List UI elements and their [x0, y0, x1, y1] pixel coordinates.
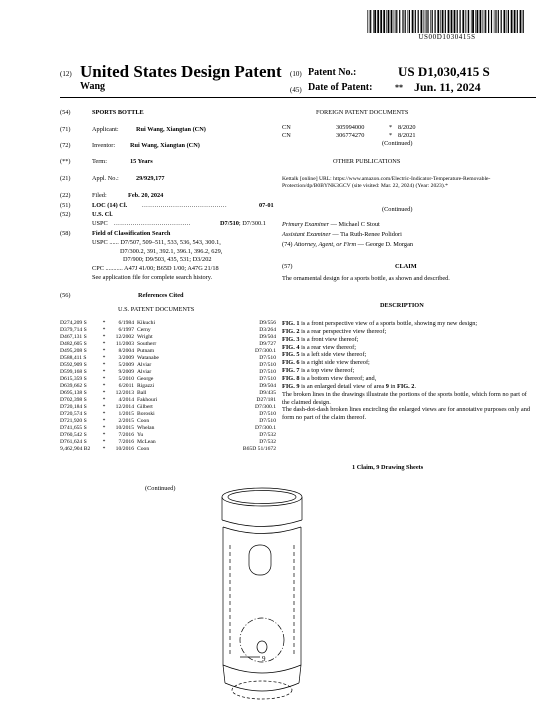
- barcode-bar: [454, 10, 456, 33]
- patent-date: Jun. 11, 2024: [414, 80, 481, 94]
- patent-title: United States Design Patent: [80, 62, 282, 81]
- reference-class: D7/300.1: [255, 403, 276, 410]
- reference-name: Gilbert: [137, 403, 153, 410]
- detail-area-label: 9: [262, 655, 266, 663]
- reference-star: *: [102, 320, 106, 326]
- barcode-bar: [508, 10, 509, 33]
- reference-number: D482,605 S: [60, 340, 87, 347]
- reference-date: 10/2016: [115, 445, 134, 452]
- fig-2-desc: FIG. 2 is a rear perspective view thereof;: [282, 327, 387, 335]
- claims-sheets: 1 Claim, 9 Drawing Sheets: [352, 464, 424, 471]
- code-term: (**): [60, 158, 71, 165]
- foreign-date-2: 8/2021: [398, 131, 416, 139]
- reference-star: *: [102, 361, 106, 368]
- barcode-bar: [520, 10, 522, 33]
- reference-name: Alviar: [137, 368, 152, 375]
- barcode-bar: [491, 10, 492, 33]
- reference-star: *: [102, 431, 106, 438]
- loc-value: 07-01: [259, 202, 274, 209]
- barcode-bar: [403, 10, 404, 33]
- code-52: (52): [60, 211, 71, 218]
- fig-7-desc: FIG. 7 is a top view thereof;: [282, 367, 355, 375]
- reference-date: 7/2016: [118, 431, 134, 438]
- code-51: (51): [60, 202, 71, 209]
- reference-class: D9/556: [259, 320, 276, 326]
- barcode-bar: [377, 10, 379, 33]
- reference-row: [60, 376, 276, 383]
- reference-star: *: [102, 326, 106, 333]
- other-pubs-text: Kettalk [online] URL: https://www.amazon.com/Electric-Indicator-Temperature-Removable-Protection/dp/B0BYNK3GCV (site visited: Mar. 22, 2024) (Year: 2023).*: [282, 176, 491, 189]
- code-72: (72): [60, 142, 71, 149]
- barcode-bar: [374, 10, 376, 33]
- reference-number: D379,714 S: [60, 326, 87, 333]
- reference-star: *: [102, 438, 106, 445]
- barcode-bar: [437, 10, 439, 33]
- reference-name: Putnam: [137, 347, 155, 354]
- barcode-bar: [467, 10, 468, 33]
- code-58: (58): [60, 230, 71, 237]
- barcode-bar: [412, 10, 414, 33]
- attorney: (74) Attorney, Agent, or Firm — George D. Morgan: [282, 240, 414, 248]
- reference-name: Yu: [137, 431, 144, 438]
- reference-number: D695,138 S: [60, 389, 87, 396]
- barcode-bar: [435, 10, 436, 33]
- barcode-bar: [440, 10, 441, 33]
- barcode-bar: [409, 10, 410, 33]
- reference-row: [60, 348, 276, 355]
- code-57: (57): [282, 263, 293, 270]
- date-label: Date of Patent:: [308, 82, 373, 93]
- barcode-bar: [391, 10, 393, 33]
- barcode-bar: [480, 10, 482, 33]
- reference-row: [60, 418, 276, 425]
- reference-date: 6/1997: [118, 326, 134, 333]
- reference-number: D702,398 S: [60, 396, 87, 403]
- reference-date: 1/2015: [118, 410, 134, 417]
- fig-4-desc: FIG. 4 is a rear view thereof;: [282, 343, 356, 351]
- cpc-line: CPC ........... A47J 41/00; B65D 1/00; A47G 21/18: [92, 265, 219, 272]
- bottle-figure: [190, 485, 335, 713]
- barcode-bar: [418, 10, 419, 33]
- reference-name: Boroski: [137, 410, 155, 417]
- reference-row: [60, 446, 276, 453]
- reference-name: Whelan: [137, 424, 155, 431]
- appl-no-label: Appl. No.:: [92, 175, 119, 182]
- reference-number: D467,131 S: [60, 333, 87, 340]
- reference-row: [60, 397, 276, 404]
- reference-date: 12/2013: [115, 389, 134, 396]
- barcode-bar: [421, 10, 423, 33]
- references-title: References Cited: [138, 292, 184, 299]
- reference-class: D7/532: [259, 438, 276, 445]
- barcode-bar: [448, 10, 450, 33]
- reference-star: *: [102, 347, 106, 354]
- reference-star: *: [102, 403, 106, 410]
- reference-name: Southerr: [137, 340, 157, 347]
- fig-8-desc: FIG. 8 is a bottom view thereof; and,: [282, 375, 377, 383]
- reference-row: [60, 432, 276, 439]
- barcode-bar: [415, 10, 416, 33]
- barcode-bar: [388, 10, 390, 33]
- reference-class: D7/510: [259, 417, 276, 424]
- reference-row: [60, 341, 276, 348]
- reference-class: D9/504: [259, 333, 276, 340]
- reference-star: *: [102, 424, 106, 431]
- reference-number: D720,184 S: [60, 403, 87, 410]
- barcode-bar: [511, 10, 513, 33]
- reference-name: George: [137, 375, 154, 382]
- reference-number: D274,209 S: [60, 320, 87, 326]
- reference-number: D741,655 S: [60, 424, 87, 431]
- reference-name: Watanabe: [137, 354, 159, 361]
- barcode-bar: [484, 10, 485, 33]
- fig-5-desc: FIG. 5 is a left side view thereof;: [282, 351, 367, 359]
- barcode-bar: [494, 10, 495, 33]
- barcode-bar: [504, 10, 506, 33]
- reference-date: 11/2003: [115, 340, 134, 347]
- term-value: 15 Years: [130, 158, 153, 165]
- foreign-title: FOREIGN PATENT DOCUMENTS: [316, 109, 409, 116]
- barcode-bar: [498, 10, 499, 33]
- country-code: (12): [60, 70, 72, 78]
- primary-examiner: Primary Examiner — Michael C Stout: [282, 221, 380, 228]
- reference-star: *: [102, 382, 106, 389]
- reference-date: 4/2014: [118, 396, 134, 403]
- filed-value: Feb. 20, 2024: [128, 192, 164, 199]
- barcode-bar: [386, 10, 387, 33]
- barcode-bar: [485, 10, 486, 33]
- applicant-label: Applicant:: [92, 126, 119, 133]
- barcode-bar: [517, 10, 518, 33]
- patent-no-code: (10): [290, 70, 302, 78]
- other-pubs-title: OTHER PUBLICATIONS: [333, 158, 401, 165]
- reference-row: [60, 320, 276, 327]
- reference-number: 9,462,904 B2: [60, 445, 91, 452]
- code-54: (54): [60, 109, 71, 116]
- reference-star: *: [102, 375, 106, 382]
- barcode-bar: [408, 10, 409, 33]
- barcode-bar: [451, 10, 453, 33]
- barcode-bar: [465, 10, 466, 33]
- barcode-bar: [514, 10, 516, 33]
- foreign-date-1: 8/2020: [398, 124, 416, 131]
- reference-number: D761,624 S: [60, 438, 87, 445]
- reference-star: *: [102, 368, 106, 375]
- fig-1-desc: FIG. 1 is a front perspective view of a sports bottle, showing my new design;: [282, 320, 478, 327]
- date-star: **: [395, 83, 403, 92]
- patent-number: US D1,030,415 S: [398, 64, 490, 79]
- reference-number: D588,411 S: [60, 354, 87, 361]
- us-patent-docs-title: U.S. PATENT DOCUMENTS: [118, 306, 195, 313]
- filed-label: Filed:: [92, 192, 107, 199]
- reference-class: D9/435: [259, 389, 276, 396]
- barcode-bar: [425, 10, 426, 33]
- reference-name: Fakhouri: [137, 396, 158, 403]
- reference-date: 12/2014: [115, 403, 134, 410]
- reference-class: D7/510: [259, 375, 276, 382]
- reference-number: D495,208 S: [60, 347, 87, 354]
- inventor-label: Inventor:: [92, 142, 116, 149]
- reference-date: 7/2016: [118, 438, 134, 445]
- reference-date: 2/2015: [118, 417, 134, 424]
- code-22: (22): [60, 192, 71, 199]
- us-cl-label: U.S. Cl.: [92, 211, 113, 218]
- reference-number: D592,909 S: [60, 361, 87, 368]
- reference-class: B65D 51/1672: [242, 445, 276, 452]
- reference-class: D9/504: [259, 382, 276, 389]
- reference-name: Rigazzi: [137, 382, 155, 389]
- reference-name: Kikuchi: [137, 320, 156, 326]
- barcode-bar: [427, 10, 428, 33]
- barcode-bar: [430, 10, 431, 33]
- reference-row: [60, 404, 276, 411]
- description-body: [282, 320, 534, 422]
- reference-class: D27/181: [256, 396, 276, 403]
- barcode-bar: [488, 10, 489, 33]
- assistant-examiner: Assistant Examiner — Tia Ruth-Renee Polidori: [282, 230, 402, 238]
- barcode-bar: [394, 10, 395, 33]
- barcode-bar: [445, 10, 446, 33]
- reference-class: D7/532: [259, 431, 276, 438]
- foreign-star-2: *: [389, 131, 393, 139]
- barcode-bar: [495, 10, 496, 33]
- code-56: (56): [60, 292, 71, 299]
- inventor-value: Rui Wang, Xiangtan (CN): [130, 142, 200, 149]
- barcode-bar: [457, 10, 458, 33]
- reference-number: D639,662 S: [60, 382, 87, 389]
- barcode-bar: [380, 10, 382, 33]
- reference-star: *: [102, 340, 106, 347]
- field-search-label: Field of Classification Search: [92, 230, 171, 237]
- barcode-number: US00D1030415S: [418, 33, 476, 41]
- barcode-bar: [471, 10, 472, 33]
- header-rule: [60, 97, 536, 98]
- barcode-bar: [483, 10, 484, 33]
- reference-date: 10/2015: [115, 424, 134, 431]
- foreign-continued: (Continued): [382, 140, 413, 147]
- reference-class: D7/510: [259, 410, 276, 417]
- broken-lines-paragraph: The broken lines in the drawings illustrate the portions of the sports bottle, which form no part of the claimed design.: [282, 390, 527, 406]
- reference-row: [60, 362, 276, 369]
- claim-text: The ornamental design for a sports bottle, as shown and described.: [282, 275, 450, 282]
- barcode-bar: [475, 10, 476, 33]
- reference-name: Cerny: [137, 326, 151, 333]
- reference-row: [60, 411, 276, 418]
- reference-number: D599,168 S: [60, 368, 87, 375]
- reference-name: Ball: [137, 389, 147, 396]
- barcode: [367, 10, 527, 33]
- code-71: (71): [60, 126, 71, 133]
- reference-star: *: [102, 445, 106, 452]
- see-application-line: See application file for complete search history.: [92, 274, 213, 281]
- patent-no-label: Patent No.:: [308, 67, 357, 78]
- reference-row: [60, 390, 276, 397]
- date-code: (45): [290, 86, 302, 94]
- barcode-bar: [501, 10, 502, 33]
- reference-star: *: [102, 396, 106, 403]
- reference-number: D760,542 S: [60, 431, 87, 438]
- term-label: Term:: [92, 158, 107, 165]
- barcode-bar: [426, 10, 427, 33]
- barcode-bar: [396, 10, 397, 33]
- claim-title: CLAIM: [395, 263, 417, 270]
- reference-class: D9/727: [259, 340, 276, 347]
- foreign-num-1: 305994000: [336, 124, 365, 131]
- barcode-bar: [477, 10, 479, 33]
- inventor-surname: Wang: [80, 81, 106, 92]
- foreign-cc-1: CN: [282, 124, 291, 131]
- barcode-bar: [369, 10, 370, 33]
- barcode-bar: [468, 10, 469, 33]
- applicant-value: Rui Wang, Xiangtan (CN): [136, 126, 206, 133]
- barcode-bar: [507, 10, 508, 33]
- uspc-label: USPC: [92, 220, 108, 227]
- foreign-num-2: 306774270: [336, 131, 365, 139]
- references-table: [60, 320, 276, 453]
- reference-row: [60, 439, 276, 446]
- barcode-bar: [399, 10, 400, 33]
- reference-date: 9/2009: [118, 368, 134, 375]
- dash-dot-paragraph: The dash-dot-dash broken lines encircling the enlarged views are for annotative purposes only and form no part of the claim thereof.: [282, 406, 531, 422]
- uspc-dots: .....................................: [114, 220, 191, 227]
- barcode-bar: [383, 10, 385, 33]
- loc-label: LOC (14) Cl.: [92, 202, 128, 209]
- reference-row: [60, 334, 276, 341]
- reference-name: Alviar: [137, 361, 152, 368]
- design-title: SPORTS BOTTLE: [92, 109, 144, 116]
- fig-3-desc: FIG. 3 is a front view thereof;: [282, 335, 359, 343]
- foreign-star-1: *: [389, 124, 393, 131]
- field-search-line-1: USPC ...... D7/507, 509–511, 533, 536, 543, 300.1,: [92, 239, 221, 246]
- reference-date: 12/2002: [115, 333, 134, 340]
- reference-name: McLean: [137, 438, 156, 445]
- barcode-bar: [462, 10, 464, 33]
- field-search-line-2: D7/300.2, 391, 392.1, 396.1, 396.2, 629,: [120, 247, 223, 255]
- reference-date: 6/2011: [118, 382, 134, 389]
- other-pubs-continued: (Continued): [382, 206, 413, 213]
- barcode-bar: [472, 10, 474, 33]
- reference-class: D7/300.1: [255, 424, 276, 431]
- barcode-bar: [373, 10, 374, 33]
- reference-star: *: [102, 389, 106, 396]
- barcode-bar: [496, 10, 497, 33]
- reference-star: *: [102, 417, 106, 424]
- reference-class: D7/510: [259, 368, 276, 375]
- barcode-bar: [442, 10, 444, 33]
- barcode-bar: [424, 10, 425, 33]
- barcode-bar: [432, 10, 433, 33]
- reference-class: D3/264: [259, 326, 276, 333]
- barcode-bar: [402, 10, 403, 33]
- references-continued: (Continued): [145, 485, 176, 492]
- barcode-bar: [405, 10, 406, 33]
- reference-date: 8/2004: [118, 347, 134, 354]
- barcode-bar: [523, 10, 524, 33]
- reference-row: [60, 383, 276, 390]
- reference-star: *: [102, 410, 106, 417]
- barcode-bar: [370, 10, 371, 33]
- reference-name: Coon: [137, 417, 150, 424]
- reference-date: 5/2009: [118, 361, 134, 368]
- reference-date: 3/2009: [118, 354, 134, 361]
- reference-name: Coon: [137, 445, 150, 452]
- barcode-bar: [395, 10, 396, 33]
- reference-number: D721,920 S: [60, 417, 87, 424]
- reference-class: D7/510: [259, 361, 276, 368]
- reference-date: 5/2010: [118, 375, 134, 382]
- fig-9-desc: FIG. 9 is an enlarged detail view of area 9 in FIG. 2.: [282, 382, 417, 390]
- foreign-cc-2: CN: [282, 131, 291, 139]
- reference-star: *: [102, 333, 106, 340]
- reference-number: D615,359 S: [60, 375, 87, 382]
- loc-dots: .........................................: [142, 202, 228, 209]
- description-title: DESCRIPTION: [380, 302, 424, 309]
- reference-date: 6/1984: [118, 320, 134, 326]
- reference-row: [60, 327, 276, 334]
- field-search-line-3: D7/900; D9/503, 435, 531; D3/202: [123, 256, 212, 263]
- reference-class: D7/510: [259, 354, 276, 361]
- reference-row: [60, 355, 276, 362]
- appl-no-value: 29/929,177: [136, 175, 165, 182]
- barcode-bar: [367, 10, 368, 33]
- reference-row: [60, 425, 276, 432]
- reference-row: [60, 369, 276, 376]
- code-21: (21): [60, 175, 71, 182]
- reference-number: D720,574 S: [60, 410, 87, 417]
- reference-star: *: [102, 354, 106, 361]
- fig-6-desc: FIG. 6 is a right side view thereof;: [282, 359, 370, 367]
- uspc-value: D7/510; D7/300.1: [220, 220, 266, 227]
- reference-class: D7/300.1: [255, 347, 276, 354]
- reference-name: Wright: [137, 333, 153, 340]
- barcode-bar: [460, 10, 461, 33]
